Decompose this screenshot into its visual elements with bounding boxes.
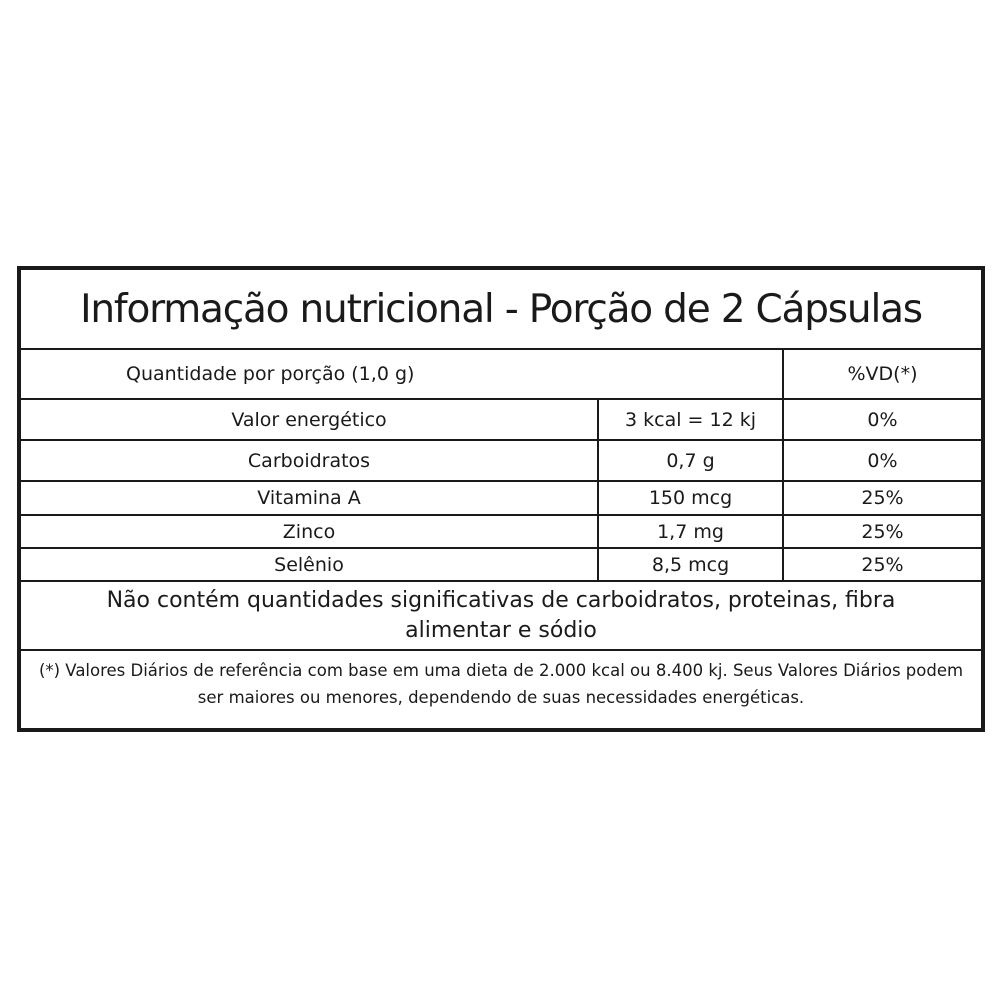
nutrient-name: Zinco [282,520,336,543]
nutrient-amount: 3 kcal = 12 kj [597,400,782,439]
nutrient-amount: 0,7 g [597,441,782,480]
table-row [21,549,981,582]
table-row [21,516,981,549]
nutrition-facts-table [17,266,985,732]
nutrient-name: Vitamina A [257,487,361,509]
table-row [21,482,981,516]
nutrient-daily-value: 25% [782,482,981,514]
nutrient-amount: 8,5 mcg [597,549,782,580]
nutrient-daily-value: 0% [782,400,981,439]
nutrient-name: Selênio [274,553,344,576]
nutrient-name: Valor energético [231,408,387,431]
nutrient-daily-value: 25% [782,516,981,547]
nutrient-daily-value: 25% [782,549,981,580]
daily-value-header: %VD(*) [782,350,981,398]
quantity-per-serving-label: Quantidade por porção (1,0 g) [126,363,415,385]
nutrient-amount: 1,7 mg [597,516,782,547]
table-title: Informação nutricional - Porção de 2 Cápsulas [21,270,981,350]
nutrient-daily-value: 0% [782,441,981,480]
table-row [21,400,981,441]
daily-values-footnote: (*) Valores Diários de referência com base em uma dieta de 2.000 kcal ou 8.400 kj. Seus Valores Diários podem ser maiores ou menores, dependendo de suas necessidades energéticas. [38,661,964,707]
table-row [21,441,981,482]
nutrient-amount: 150 mcg [597,482,782,514]
nutrient-name: Carboidratos [247,449,371,472]
header-row [21,350,981,400]
insignificant-amounts-note: Não contém quantidades significativas de carboidratos, proteinas, fibra alimentar e sódio [21,582,981,651]
